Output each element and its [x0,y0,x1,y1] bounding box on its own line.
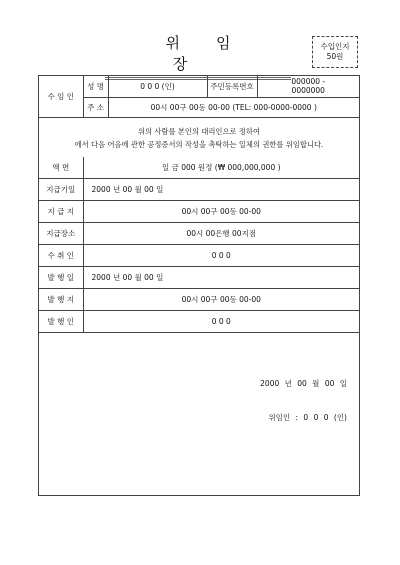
statement-line-1: 위의 사람를 본인의 대리인으로 정하여 [137,126,261,136]
detail-label: 지 급 지 [39,201,83,223]
delegation-statement [39,118,359,157]
detail-value: 2000 년 00 월 00 일 [83,179,359,201]
detail-value: 0 0 0 [83,245,359,267]
address-value: 00시 00구 00동 00-00 (TEL: 000-0000-0000 ) [108,97,359,117]
detail-label: 지급기일 [39,179,83,201]
detail-value: 2000 년 00 월 00 일 [83,267,359,289]
id-number-label: 주민등록번호 [207,76,257,97]
document-title: 위임장 [105,32,291,80]
name-label: 성 명 [83,76,108,97]
id-number-part1: 000000 - [291,77,326,87]
stamp-label: 수입인지 [320,42,350,51]
detail-value: 00시 00구 00동 00-00 [83,201,359,223]
name-value: 0 0 0 (인) [108,76,207,97]
address-label: 주 소 [83,97,108,117]
signature-area [39,333,359,463]
note-details-table [39,157,359,334]
detail-row [39,157,359,179]
detail-label: 발 행 일 [39,267,83,289]
detail-label: 발 행 지 [39,289,83,311]
detail-label: 액 면 [39,157,83,179]
id-number-value [257,76,359,97]
form-frame [38,75,360,496]
detail-value: 00시 00은행 00지점 [83,223,359,245]
issue-date: 2000 년 00 월 00 일 [260,379,347,388]
detail-row [39,267,359,289]
detail-row [39,311,359,333]
delegate-table [39,76,359,118]
detail-row [39,201,359,223]
id-number-part2: 0000000 [291,86,325,96]
stamp-amount: 50원 [326,52,344,61]
statement-line-2: 에서 다음 어음에 관한 공정증서의 작성을 촉탁하는 일체의 권한를 위임합니다. [74,139,324,149]
detail-row [39,289,359,311]
delegator-signature: 위임인 : 0 0 0 (인) [268,413,347,422]
detail-label: 발 행 인 [39,311,83,333]
detail-row [39,245,359,267]
detail-value: 0 0 0 [83,311,359,333]
detail-row [39,179,359,201]
delegate-section-label: 수 임 인 [39,76,83,117]
detail-value: 00시 00구 00동 00-00 [83,289,359,311]
detail-value: 일 금 000 원정 (₩ 000,000,000 ) [83,157,359,179]
detail-label: 수 취 인 [39,245,83,267]
detail-row [39,223,359,245]
detail-label: 지급장소 [39,223,83,245]
revenue-stamp-box [312,36,358,68]
